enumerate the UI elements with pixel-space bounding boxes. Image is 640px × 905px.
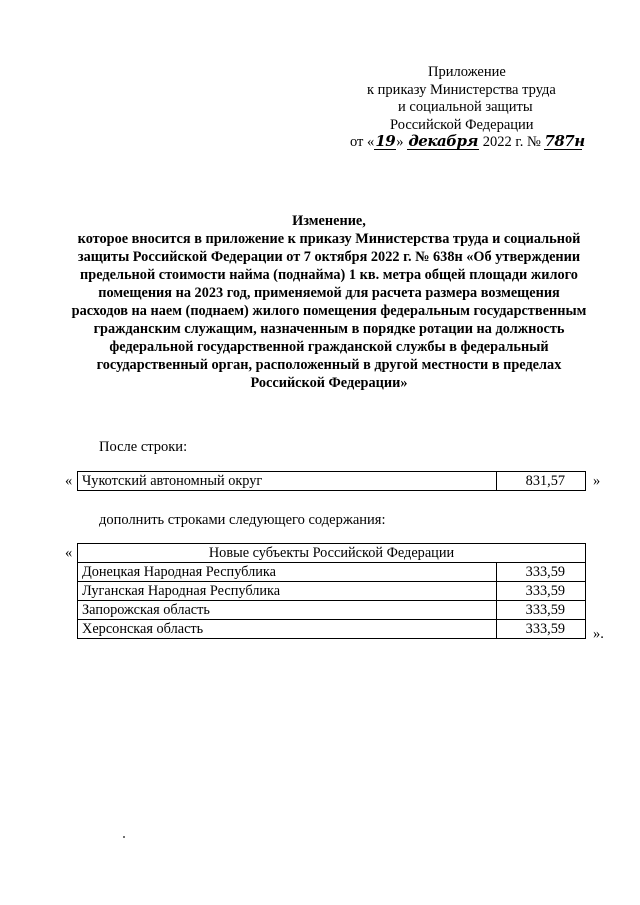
region-cell: Донецкая Народная Республика — [78, 563, 497, 582]
new-subjects-header: Новые субъекты Российской Федерации — [78, 544, 586, 563]
appendix-federation-line: Российской Федерации — [390, 116, 534, 133]
region-cell: Херсонская область — [78, 620, 497, 639]
title-line: расходов на наем (поднаем) жилого помещения федеральным государственным — [71, 303, 587, 319]
new-rows-table — [77, 543, 586, 639]
table-row — [78, 563, 586, 582]
title-line: Российской Федерации» — [250, 375, 408, 391]
region-cell: Луганская Народная Республика — [78, 582, 497, 601]
value-cell: 333,59 — [497, 601, 586, 620]
appendix-header — [350, 64, 610, 152]
scan-speck — [123, 836, 125, 838]
appendix-title: Приложение — [428, 64, 506, 80]
date-prefix: от « — [350, 134, 375, 150]
title-line: которое вносится в приложение к приказу Министерства труда и социальной — [77, 231, 581, 247]
existing-close-quote: » — [593, 473, 601, 489]
value-cell: 333,59 — [497, 582, 586, 601]
add-rows-label: дополнить строками следующего содержания: — [99, 512, 386, 528]
region-cell: Чукотский автономный округ — [78, 472, 497, 491]
date-close-quote: » — [396, 134, 404, 150]
date-month: декабря — [408, 132, 478, 150]
value-cell: 333,59 — [497, 563, 586, 582]
new-rows-close-quote: ». — [593, 626, 604, 642]
table-row — [78, 601, 586, 620]
title-line: помещения на 2023 год, применяемой для расчета размера возмещения — [98, 285, 560, 301]
appendix-date-line — [350, 134, 610, 152]
title-line: защиты Российской Федерации от 7 октября 2022 г. № 638н «Об утверждении — [77, 249, 581, 265]
new-rows-open-quote: « — [65, 545, 73, 561]
table-row — [78, 582, 586, 601]
after-row-label: После строки: — [99, 439, 188, 455]
region-cell: Запорожская область — [78, 601, 497, 620]
title-line: предельной стоимости найма (поднайма) 1 кв. метра общей площади жилого — [80, 267, 578, 283]
appendix-ministry-line: и социальной защиты — [398, 99, 533, 115]
table-row — [78, 472, 586, 491]
table-row — [78, 620, 586, 639]
title-line: гражданским служащим, назначенным в порядке ротации на должность — [93, 321, 565, 337]
value-cell: 831,57 — [497, 472, 586, 491]
date-year: 2022 г. № — [482, 134, 541, 150]
existing-row-table — [77, 471, 586, 491]
existing-open-quote: « — [65, 473, 73, 489]
value-cell: 333,59 — [497, 620, 586, 639]
order-number: 787н — [544, 132, 585, 150]
date-day: 19 — [375, 132, 396, 150]
table-header-row — [78, 544, 586, 563]
document-title — [55, 212, 603, 392]
title-line: государственный орган, расположенный в другой местности в пределах — [96, 357, 562, 373]
title-heading: Изменение, — [292, 213, 366, 229]
title-line: федеральной государственной гражданской службы в федеральный — [109, 339, 549, 355]
appendix-order-ref: к приказу Министерства труда — [367, 81, 556, 98]
